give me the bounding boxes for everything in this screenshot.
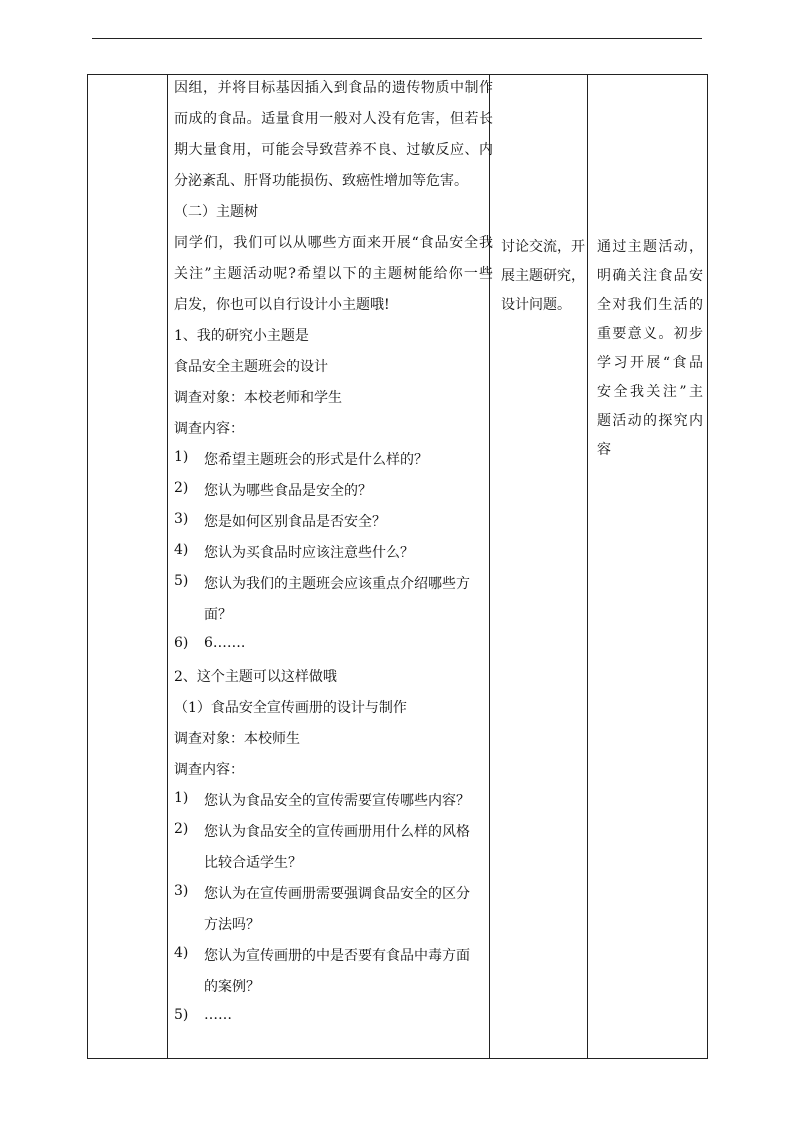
item-number: 4) <box>174 542 189 558</box>
item-text: 您希望主题班会的形式是什么样的？ <box>204 452 428 468</box>
lesson-plan-table <box>87 74 708 1059</box>
topic2-item-1 <box>174 790 493 821</box>
topic2-item-4-continuation: 的案例？ <box>204 979 260 995</box>
column-divider-3 <box>587 75 588 1058</box>
topic2-subtitle: （1）食品安全宣传画册的设计与制作 <box>174 700 407 716</box>
item-number: 3) <box>174 883 189 899</box>
guide-line: 同学们，我们可以从哪些方面来开展“食品安全我 <box>174 235 493 251</box>
item-text: 您认为食品安全的宣传需要宣传哪些内容？ <box>204 793 470 809</box>
goal-line: 学习开展“食品 <box>597 355 703 371</box>
goal-line: 明确关注食品安 <box>597 268 703 284</box>
item-text: …… <box>204 1007 232 1023</box>
item-text: 您认为哪些食品是安全的？ <box>204 483 372 499</box>
topic2-item-2-continuation: 比较合适学生？ <box>204 855 302 871</box>
topic2-item-3-continuation: 方法吗？ <box>204 917 260 933</box>
column-divider-1 <box>167 75 168 1058</box>
topic1-content-label: 调查内容： <box>174 421 244 437</box>
item-number: 5) <box>174 573 189 589</box>
topic1-title: 1、我的研究小主题是 <box>174 328 309 344</box>
activity-line: 展主题研究， <box>501 268 585 284</box>
item-number: 2) <box>174 821 189 837</box>
topic1-name: 食品安全主题班会的设计 <box>174 359 328 375</box>
intro-line: 分泌紊乱、肝肾功能损伤、致癌性增加等危害。 <box>174 173 468 189</box>
item-text: 您认为我们的主题班会应该重点介绍哪些方 <box>204 576 470 592</box>
item-number: 3) <box>174 511 189 527</box>
topic1-item-4 <box>174 542 493 573</box>
item-text: 您是如何区别食品是否安全？ <box>204 514 386 530</box>
item-number: 5) <box>174 1007 189 1023</box>
goal-line: 容 <box>597 442 611 458</box>
topic2-item-4 <box>174 945 493 976</box>
topic1-item-5-continuation: 面？ <box>204 607 232 623</box>
intro-line: 期大量食用，可能会导致营养不良、过敏反应、内 <box>174 142 493 158</box>
topic1-item-2 <box>174 480 493 511</box>
topic2-item-2 <box>174 821 493 852</box>
goal-line: 全对我们生活的 <box>597 297 703 313</box>
item-number: 4) <box>174 945 189 961</box>
item-text: 您认为买食品时应该注意些什么？ <box>204 545 414 561</box>
goal-line: 重要意义。初步 <box>597 326 703 342</box>
topic1-target: 调查对象：本校老师和学生 <box>174 390 342 406</box>
activity-line: 讨论交流，开 <box>501 239 585 255</box>
header-rule <box>92 38 702 39</box>
goal-line: 安全我关注”主 <box>597 384 703 400</box>
item-number: 1) <box>174 449 189 465</box>
topic2-target: 调查对象：本校师生 <box>174 731 300 747</box>
item-number: 1) <box>174 790 189 806</box>
goal-line: 通过主题活动， <box>597 239 703 255</box>
section-heading: （二）主题树 <box>174 204 258 220</box>
topic1-item-5 <box>174 573 493 604</box>
goal-line: 题活动的探究内 <box>597 413 703 429</box>
guide-line: 启发，你也可以自行设计小主题哦! <box>174 297 390 313</box>
item-text: 您认为食品安全的宣传画册用什么样的风格 <box>204 824 470 840</box>
topic1-item-1 <box>174 449 493 480</box>
topic1-item-6 <box>174 635 493 666</box>
guide-line: 关注”主题活动呢?希望以下的主题树能给你一些 <box>174 266 493 282</box>
item-text: 您认为在宣传画册需要强调食品安全的区分 <box>204 886 470 902</box>
intro-line: 而成的食品。适量食用一般对人没有危害，但若长 <box>174 111 493 127</box>
topic2-title: 2、这个主题可以这样做哦 <box>174 669 337 685</box>
topic2-item-5 <box>174 1007 493 1038</box>
topic2-item-3 <box>174 883 493 914</box>
item-text: 您认为宣传画册的中是否要有食品中毒方面 <box>204 948 470 964</box>
topic2-content-label: 调查内容： <box>174 762 244 778</box>
topic1-item-3 <box>174 511 493 542</box>
item-number: 6) <box>174 635 189 651</box>
intro-line: 因组，并将目标基因插入到食品的遗传物质中制作 <box>174 80 493 96</box>
item-number: 2) <box>174 480 189 496</box>
item-text: 6……. <box>204 635 246 651</box>
activity-line: 设计问题。 <box>501 297 571 313</box>
